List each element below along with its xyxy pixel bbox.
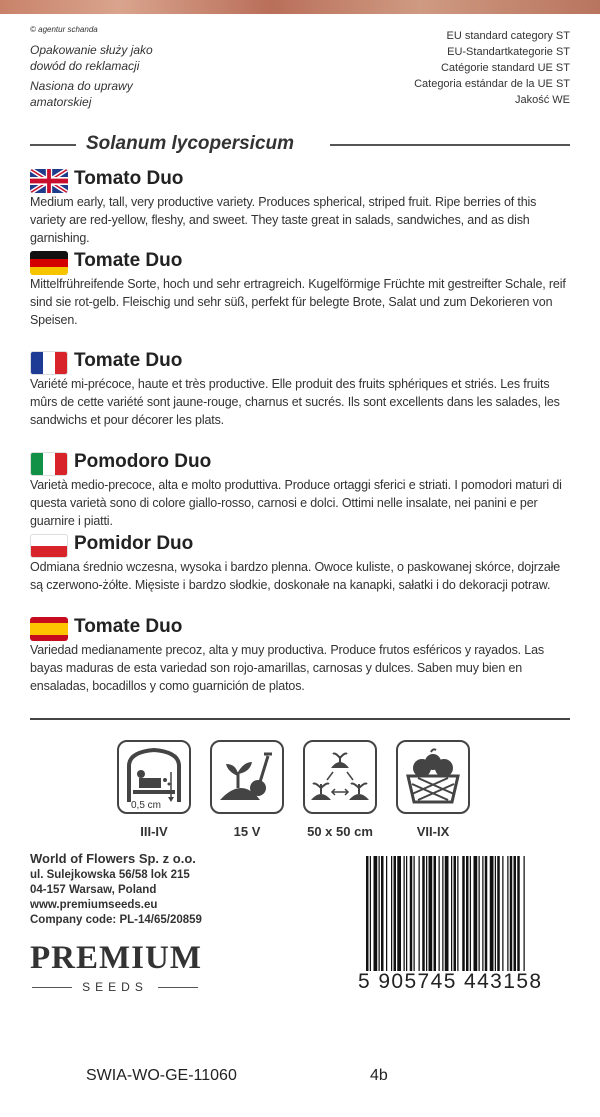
variety-description: Medium early, tall, very productive variety. Produces spherical, striped fruit. Ripe berries of this variety are red-yellow, fleshy, and sweet. They taste great in salads, sandwiches, and as dish garnishing.	[30, 195, 537, 245]
svg-text:0,5 cm: 0,5 cm	[131, 800, 162, 811]
section-polish	[30, 532, 570, 594]
company-name: World of Flowers Sp. z o.o.	[30, 851, 196, 866]
rule-left	[30, 144, 76, 146]
section-german	[30, 249, 570, 329]
france-flag-icon	[30, 351, 68, 375]
planting-out-icon	[210, 740, 284, 814]
premium-seeds-logo	[30, 940, 200, 994]
sowing-period-label: III-IV	[140, 824, 168, 839]
variety-name: Tomate Duo	[74, 250, 183, 271]
italy-flag-icon	[30, 452, 68, 476]
barcode-number: 5 905745 443158	[358, 970, 543, 993]
variant-code: 4b	[370, 1067, 388, 1084]
variety-description: Variété mi-précoce, haute et très productive. Elle produit des fruits sphériques et striés. Les fruits mûrs de cette variété sont jaune-rouge, charnus et sucrés. Ils sont excellents dans les salades, les sandwichs et pour décorer les plats.	[30, 377, 560, 427]
variety-description: Mittelfrühreifende Sorte, hoch und sehr ertragreich. Kugelförmige Früchte mit gestreifter Schale, reif sind sie rot-gelb. Fleischig und sehr süß, perfekt für belegte Brote, Salat und zum Dekorieren von Speisen.	[30, 277, 566, 327]
sowing-greenhouse-icon	[117, 740, 191, 814]
copyright: © agentur schanda	[30, 25, 98, 34]
spacing-icon	[303, 740, 377, 814]
amateur-note: Nasiona do uprawy amatorskiej	[30, 79, 133, 109]
section-french	[30, 349, 570, 429]
section-english	[30, 167, 570, 247]
spacing-label: 50 x 50 cm	[307, 824, 373, 839]
latin-name-row	[30, 133, 570, 157]
company-address-line2: 04-157 Warsaw, Poland	[30, 884, 157, 896]
complaint-note: Opakowanie służy jako dowód do reklamacji	[30, 43, 153, 73]
section-divider	[30, 718, 570, 720]
section-italian	[30, 450, 570, 530]
company-website: www.premiumseeds.eu	[30, 899, 158, 911]
logo-premium: PREMIUM	[30, 940, 202, 976]
variety-name: Tomate Duo	[74, 616, 183, 637]
variety-description: Variedad medianamente precoz, alta y muy productiva. Produce frutos esféricos y rayados. Las bayas maduras de esta variedad son rojo-amarillas, carnosas y dulces. Saben muy bien en ensaladas, bocadillos y como guarnición de platos.	[30, 643, 545, 693]
company-address-line1: ul. Sulejkowska 56/58 lok 215	[30, 869, 190, 881]
poland-flag-icon	[30, 534, 68, 558]
tomato-photo-strip	[0, 0, 600, 14]
variety-description: Odmiana średnio wczesna, wysoka i bardzo plenna. Owoce kuliste, o paskowanej skórce, dojrzałe są czerwono-żółte. Mięsiste i bardzo słodkie, doskonałe na kanapki, sałatki i do dekoracji potraw.	[30, 560, 561, 592]
section-spanish	[30, 615, 570, 695]
uk-flag-icon	[30, 169, 68, 193]
header-left	[30, 24, 290, 114]
planting-period-label: 15 V	[233, 824, 261, 839]
product-code: SWIA-WO-GE-11060	[86, 1067, 237, 1084]
variety-description: Varietà medio-precoce, alta e molto produttiva. Produce ortaggi sferici e striati. I pomodori maturi di questa varietà sono di colore giallo-rosso, carnosi e dolci. Ottimi nelle insalate, nei panini e per guarnire i piatti.	[30, 478, 562, 528]
variety-name: Pomidor Duo	[74, 533, 194, 554]
cultivation-icons	[117, 740, 477, 840]
packet-header	[30, 24, 570, 124]
logo-seeds: SEEDS	[30, 980, 200, 994]
company-info	[30, 850, 330, 928]
variety-name: Tomato Duo	[74, 168, 184, 189]
variety-name: Tomate Duo	[74, 350, 183, 371]
latin-name: Solanum lycopersicum	[86, 133, 295, 154]
spain-flag-icon	[30, 617, 68, 641]
harvest-period-label: VII-IX	[416, 824, 450, 839]
harvest-basket-icon	[396, 740, 470, 814]
barcode	[364, 856, 570, 971]
variety-name: Pomodoro Duo	[74, 451, 212, 472]
company-code: Company code: PL-14/65/20859	[30, 914, 202, 926]
germany-flag-icon	[30, 251, 68, 275]
eu-category-list: EU standard category ST EU-Standartkategorie ST Catégorie standard UE ST Categoria estándar de la UE ST Jakość WE	[414, 30, 570, 106]
rule-right	[330, 144, 570, 146]
